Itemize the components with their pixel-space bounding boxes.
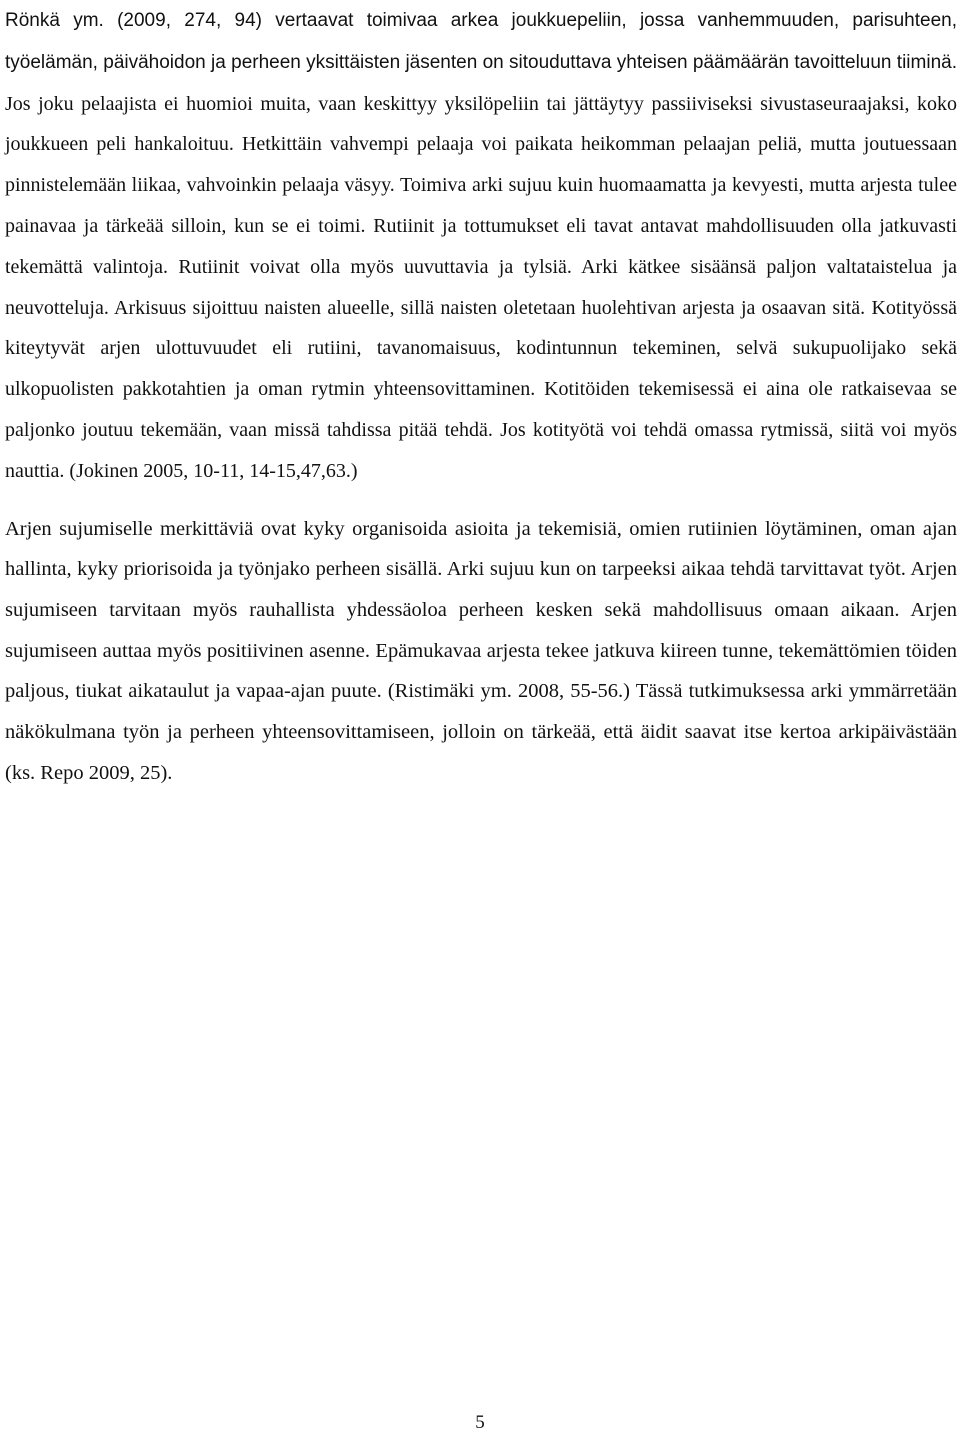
paragraph-2: Arjen sujumiselle merkittäviä ovat kyky organisoida asioita ja tekemisiä, omien rutiinien löytäminen, oman ajan hallinta, kyky priorisoida ja työnjako perheen sisällä. Arki sujuu kun on tarpeeksi aikaa tehdä tarvittavat työt. Arjen sujumiseen tarvitaan myös rauhallista yhdessäoloa perheen kesken sekä mahdollisuus omaan aikaan. Arjen sujumiseen auttaa myös positiivinen asenne. Epämukavaa arjesta tekee jatkuva kiireen tunne, tekemättömien töiden paljous, tiukat aikataulut ja vapaa-ajan puute. (Ristimäki ym. 2008, 55-56.) Tässä tutkimuksessa arki ymmärretään näkökulmana työn ja perheen yhteensovittamiseen, jolloin on tärkeää, että äidit saavat itse kertoa arkipäivästään (ks. Repo 2009, 25). xyxy=(5,517,957,784)
page-number: 5 xyxy=(475,1412,485,1433)
paragraph-1-serif-text: Jos joku pelaajista ei huomioi muita, vaan keskittyy yksilöpeliin tai jättäytyy passiiviseksi sivustaseuraajaksi, koko joukkueen peli hankaloituu. Hetkittäin vahvempi pelaaja voi paikata heikomman pelaajan peliä, mutta joutuessaan pinnistelemään liikaa, vahvoinkin pelaaja väsyy. Toimiva arki sujuu kuin huomaamatta ja kevyesti, mutta arjesta tulee painavaa ja tärkeää silloin, kun se ei toimi. Rutiinit ja tottumukset eli tavat antavat mahdollisuuden olla jatkuvasti tekemättä valintoja. Rutiinit voivat olla myös uuvuttavia ja tylsiä. Arki kätkee sisäänsä paljon valtataistelua ja neuvotteluja. Arkisuus sijoittuu naisten alueelle, sillä naisten oletetaan huolehtivan arjesta ja osaavan sitä. Kotityössä kiteytyvät arjen ulottuvuudet eli rutiini, tavanomaisuus, kodintunnun tekeminen, selvä sukupuolijako sekä ulkopuolisten pakkotahtien ja oman rytmin yhteensovittaminen. Kotitöiden tekemisessä ei aina ole ratkaisevaa se paljonko joutuu tekemään, vaan missä tahdissa pitää tehdä. Jos kotityötä voi tehdä omassa rytmissä, siitä voi myös nauttia. (Jokinen 2005, 10-11, 14-15,47,63.) xyxy=(5,92,957,482)
paragraph-1-sans-text: Rönkä ym. (2009, 274, 94) vertaavat toimivaa arkea joukkuepeliin, jossa vanhemmuuden, parisuhteen, työelämän, päivähoidon ja perheen yksittäisten jäsenten on sitouduttava yhteisen päämäärän tavoitteluun tiiminä. xyxy=(5,10,957,73)
document-page xyxy=(5,0,957,793)
paragraph-1 xyxy=(5,0,957,492)
